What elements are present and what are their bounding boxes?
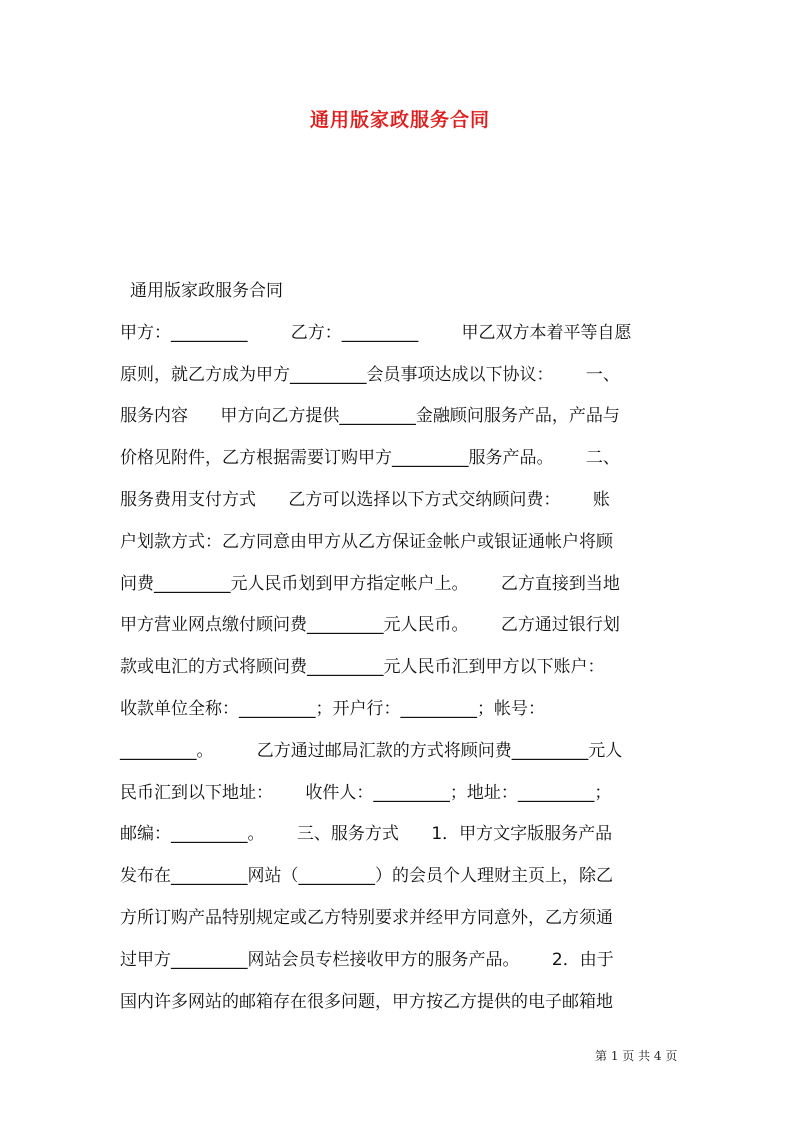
text-line: 民币汇到以下地址： 收件人：_________；地址：_________； [120,782,612,803]
text-line: 服务费用支付方式 乙方可以选择以下方式交纳顾问费： 账 [120,489,610,510]
text-line: 款或电汇的方式将顾问费_________元人民币汇到甲方以下账户： [120,657,605,678]
text-line: 发布在_________网站（_________）的会员个人理财主页上，除乙 [120,866,613,887]
text-line: 国内许多网站的邮箱存在很多问题，甲方按乙方提供的电子邮箱地 [120,991,613,1012]
document-body [120,271,685,1023]
paragraph-heading: 通用版家政服务合同 [130,281,283,301]
page-number-footer: 第 1 页 共 4 页 [595,1049,678,1063]
text-line: 问费_________元人民币划到甲方指定帐户上。 乙方直接到当地 [120,573,620,594]
text-line: 甲方：_________ 乙方：_________ 甲乙双方本着平等自愿 [120,322,632,343]
text-line: _________。 乙方通过邮局汇款的方式将顾问费_________元人 [120,740,623,761]
text-line: 方所订购产品特别规定或乙方特别要求并经甲方同意外，乙方须通 [120,907,613,928]
text-line: 服务内容 甲方向乙方提供_________金融顾问服务产品，产品与 [120,406,620,427]
text-line: 收款单位全称：_________；开户行：_________；帐号： [120,698,545,719]
text-line: 户划款方式：乙方同意由甲方从乙方保证金帐户或银证通帐户将顾 [120,531,613,552]
text-line: 价格见附件，乙方根据需要订购甲方_________服务产品。 二、 [120,448,620,469]
text-line: 原则，就乙方成为甲方_________会员事项达成以下协议： 一、 [120,364,620,385]
text-line: 过甲方_________网站会员专栏接收甲方的服务产品。 2．由于 [120,949,614,970]
text-line: 甲方营业网点缴付顾问费_________元人民币。 乙方通过银行划 [120,615,620,636]
document-title: 通用版家政服务合同 [309,109,490,131]
text-line: 邮编：_________。 三、服务方式 1．甲方文字版服务产品 [120,824,613,845]
